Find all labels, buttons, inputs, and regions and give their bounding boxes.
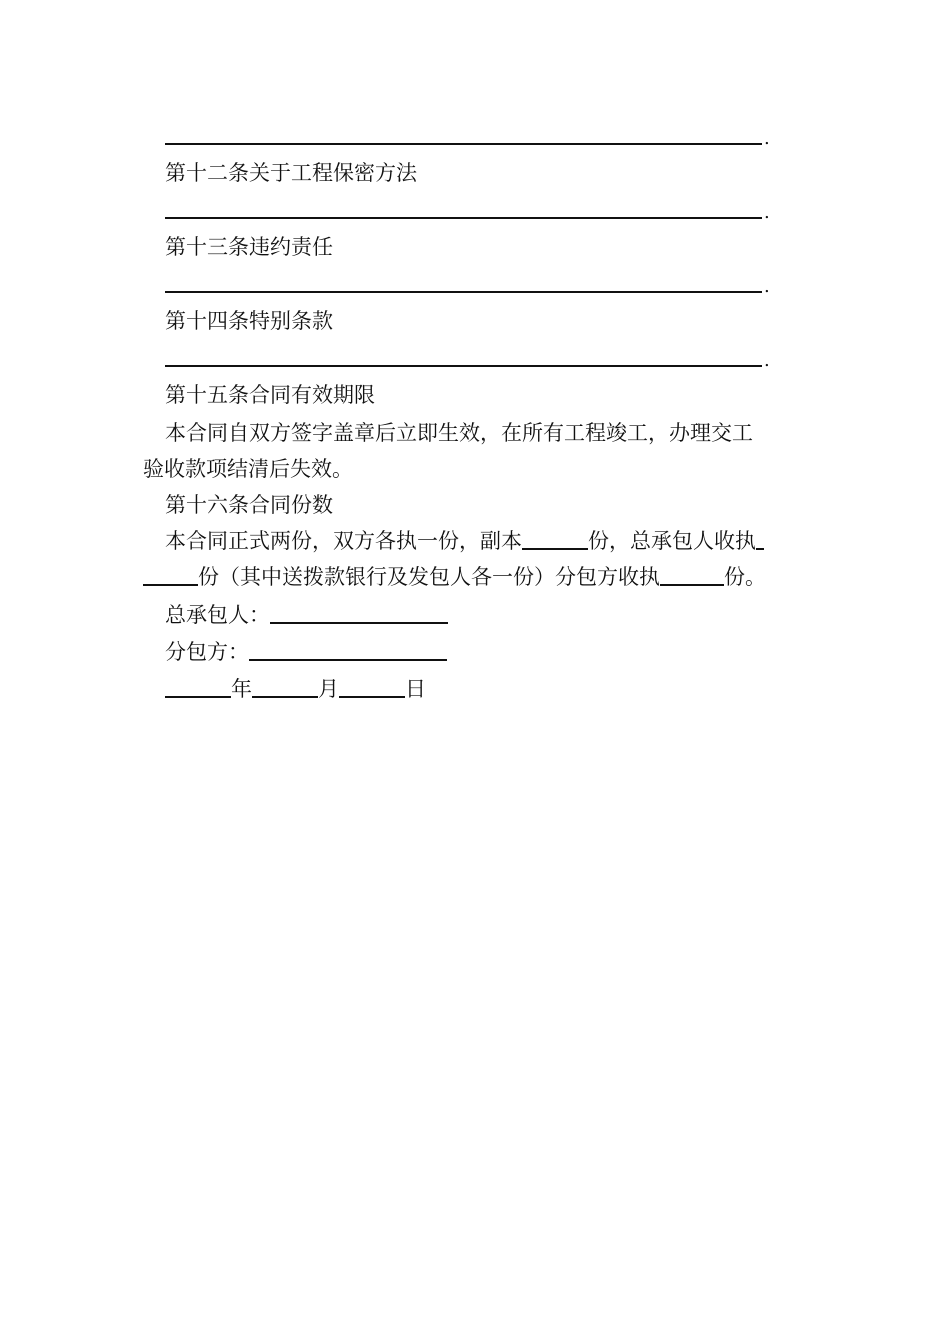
clause-13-heading: 第十三条违约责任	[165, 235, 333, 259]
clause-14-heading: 第十四条特别条款	[165, 309, 333, 333]
copies-text-d: 份。	[724, 565, 766, 589]
blank-rule	[165, 291, 762, 293]
month-label: 月	[318, 677, 339, 701]
clause-15-body-line-1: 本合同自双方签字盖章后立即生效，在所有工程竣工，办理交工	[165, 421, 753, 445]
day-label: 日	[405, 677, 426, 701]
rule-end-mark: .	[764, 350, 770, 371]
clause-16-body-line-1	[165, 526, 764, 556]
month-blank[interactable]	[252, 676, 318, 698]
clause-16-heading: 第十六条合同份数	[165, 493, 333, 517]
subcontractor-signature-line	[165, 637, 447, 667]
rule-end-mark: .	[764, 202, 770, 223]
year-label: 年	[231, 677, 252, 701]
date-line	[165, 674, 426, 704]
contractor-signature-line	[165, 600, 448, 630]
day-blank[interactable]	[339, 676, 405, 698]
clause-15-body-line-2: 验收款项结清后失效。	[143, 457, 353, 481]
copies-text-a: 本合同正式两份，双方各执一份，副本	[165, 529, 522, 553]
contractor-signature-blank[interactable]	[270, 602, 448, 624]
contractor-copies-blank-start[interactable]	[756, 528, 764, 550]
blank-rule	[165, 217, 762, 219]
blank-rule	[165, 365, 762, 367]
year-blank[interactable]	[165, 676, 231, 698]
clause-15-heading: 第十五条合同有效期限	[165, 383, 375, 407]
contractor-label: 总承包人：	[165, 603, 270, 627]
blank-rule	[165, 143, 762, 145]
copies-text-c: 份（其中送拨款银行及发包人各一份）分包方收执	[198, 565, 660, 589]
rule-end-mark: .	[764, 276, 770, 297]
subcontractor-copies-blank[interactable]	[660, 564, 724, 586]
subcontractor-signature-blank[interactable]	[249, 639, 447, 661]
copies-text-b: 份，总承包人收执	[588, 529, 756, 553]
clause-12-heading: 第十二条关于工程保密方法	[165, 161, 417, 185]
copies-blank[interactable]	[522, 528, 588, 550]
clause-16-body-line-2	[143, 562, 766, 592]
contractor-copies-blank[interactable]	[143, 564, 198, 586]
subcontractor-label: 分包方：	[165, 640, 249, 664]
rule-end-mark: .	[764, 128, 770, 149]
